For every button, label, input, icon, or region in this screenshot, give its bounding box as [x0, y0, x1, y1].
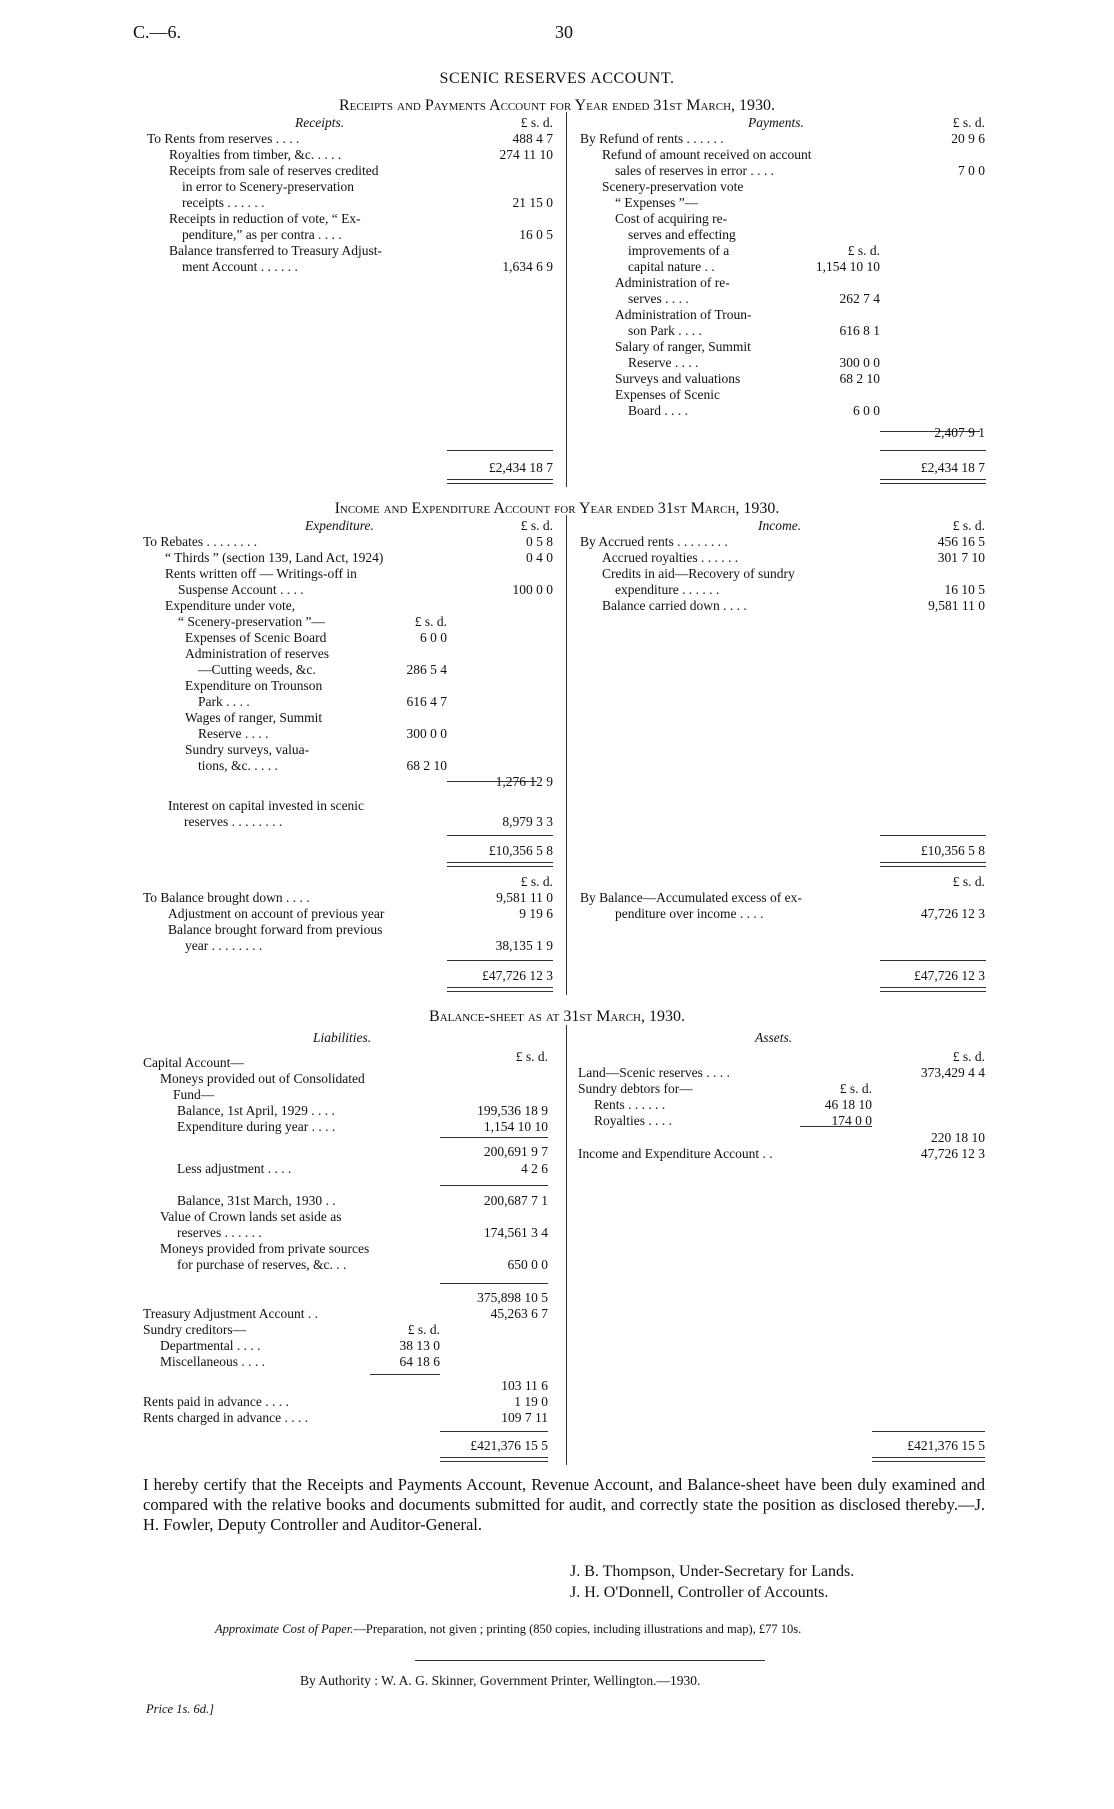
ledger-row-label: Rents paid in advance . . . .	[143, 1394, 289, 1409]
ledger-row-amount: 100 0 0	[512, 582, 553, 597]
receipts-lsd-header: £ s. d.	[520, 115, 553, 130]
liabilities-total: £421,376 15 5	[470, 1438, 548, 1453]
ledger-row-label: Moneys provided from private sources	[160, 1241, 370, 1256]
ledger-row-label: Value of Crown lands set aside as	[160, 1209, 342, 1224]
ledger-row-label: Land—Scenic reserves . . . .	[578, 1065, 730, 1080]
ledger-row-label: Expenditure on Trounson	[185, 678, 323, 693]
capital-sub-rule	[440, 1137, 548, 1138]
ledger-row-label: Miscellaneous . . . .	[160, 1354, 265, 1369]
ledger-row-subamount: 1,154 10 10	[815, 259, 880, 274]
receipts-total-rule	[447, 450, 553, 451]
ledger-row-label: improvements of a	[628, 243, 730, 258]
ledger-row-label: Reserve . . . .	[628, 355, 699, 370]
ledger-row-amount: 21 15 0	[512, 195, 553, 210]
ledger-row-amount: 650 0 0	[507, 1257, 548, 1272]
liabilities-label: Liabilities.	[313, 1030, 372, 1045]
payments-total-rule	[880, 450, 986, 451]
ie-account-label: Income and Expenditure Account . .	[578, 1146, 773, 1161]
ledger-row-amount: 0 5 8	[526, 534, 553, 549]
balance-total: £47,726 12 3	[482, 968, 553, 983]
ie-account-amount: 47,726 12 3	[920, 1146, 985, 1161]
ledger-row-amount: 8,979 3 3	[502, 814, 553, 829]
ledger-row-label: —Cutting weeds, &c.	[198, 662, 316, 677]
ledger-row-label: Expenditure during year . . . .	[177, 1119, 336, 1134]
ledger-row-label: Board . . . .	[628, 403, 688, 418]
less-adjustment-label: Less adjustment . . . .	[177, 1161, 292, 1176]
cost-note-label: Approximate Cost of Paper.	[215, 1622, 354, 1636]
balance-total-rule	[447, 960, 553, 961]
ledger-row-label: ment Account . . . . . .	[182, 259, 298, 274]
ledger-row-label: Rents . . . . . .	[594, 1097, 666, 1112]
ledger-row-label: serves and effecting	[628, 227, 736, 242]
creditors-total: 103 11 6	[501, 1378, 548, 1393]
ledger-row-amount: 9 19 6	[519, 906, 553, 921]
ledger-row-label: in error to Scenery-preservation	[182, 179, 355, 194]
ledger-row-label: “ Expenses ”—	[615, 195, 699, 210]
cost-note	[215, 1622, 801, 1637]
ledger-row-amount: 38,135 1 9	[495, 938, 553, 953]
ledger-row-subamount: 300 0 0	[406, 726, 447, 741]
ledger-row-subamount: 300 0 0	[839, 355, 880, 370]
payments-total-double-rule	[880, 479, 986, 484]
ledger-row-amount: 9,581 11 0	[928, 598, 985, 613]
balance-lsd-header: £ s. d.	[520, 874, 553, 889]
ledger-row-subamount: 64 18 6	[399, 1354, 440, 1369]
reserves-sub-rule	[440, 1283, 548, 1284]
ledger-row-label: Scenery-preservation vote	[602, 179, 744, 194]
page-number: 30	[555, 22, 573, 42]
ledger-row-subamount: 262 7 4	[839, 291, 880, 306]
ledger-row-label: By Accrued rents . . . . . . . .	[580, 534, 728, 549]
assets-label: Assets.	[755, 1030, 793, 1045]
bs-divider	[566, 1025, 567, 1465]
receipts-total-double-rule	[447, 479, 553, 484]
ledger-row-amount: 200,687 7 1	[483, 1193, 548, 1208]
receipts-label: Receipts.	[295, 115, 345, 130]
ledger-row-label: Surveys and valuations	[615, 371, 741, 386]
ledger-row-label: Reserve . . . .	[198, 726, 269, 741]
excess-lsd-header: £ s. d.	[952, 874, 985, 889]
ledger-row-label: “ Thirds ” (section 139, Land Act, 1924)	[165, 550, 384, 565]
ledger-row-label: Cost of acquiring re-	[615, 211, 728, 226]
ledger-row-label: Balance, 31st March, 1930 . .	[177, 1193, 336, 1208]
income-total-double-rule	[880, 862, 986, 867]
ledger-row-label: Royalties . . . .	[594, 1113, 672, 1128]
ledger-row-amount: 1,154 10 10	[483, 1119, 548, 1134]
ledger-row-amount: 16 10 5	[944, 582, 985, 597]
payments-subtotal: 2,407 9 1	[934, 425, 985, 440]
ledger-row-amount: 456 16 5	[937, 534, 985, 549]
document-code: C.—6.	[133, 22, 182, 42]
ledger-row-amount: 16 0 5	[519, 227, 553, 242]
ledger-row-subamount: 286 5 4	[406, 662, 447, 677]
ledger-row-label: Moneys provided out of Consolidated	[160, 1071, 365, 1086]
ledger-row-label: penditure,” as per contra . . . .	[182, 227, 342, 242]
assets-lsd-header: £ s. d.	[952, 1049, 985, 1064]
receipts-total: £2,434 18 7	[488, 460, 553, 475]
ledger-row-label: penditure over income . . . .	[615, 906, 764, 921]
ledger-row-label: Expenses of Scenic Board	[185, 630, 327, 645]
income-total: £10,356 5 8	[920, 843, 985, 858]
footer-rule	[415, 1660, 765, 1661]
capital-subtotal: 200,691 9 7	[483, 1144, 548, 1159]
ledger-row-label: To Rents from reserves . . . .	[147, 131, 300, 146]
expenditure-total-double-rule	[447, 862, 553, 867]
ledger-row-subamount: 68 2 10	[406, 758, 447, 773]
ledger-row-amount: 301 7 10	[937, 550, 985, 565]
liabilities-total-double-rule	[440, 1457, 548, 1462]
treasury-label: Treasury Adjustment Account . .	[143, 1306, 318, 1321]
ledger-row-amount: 7 0 0	[958, 163, 985, 178]
assets-total: £421,376 15 5	[907, 1438, 985, 1453]
ledger-row-label: Royalties from timber, &c. . . . .	[169, 147, 342, 162]
rp-heading: Receipts and Payments Account for Year ended 31st March, 1930.	[338, 97, 776, 114]
ledger-row-label: serves . . . .	[628, 291, 689, 306]
ledger-row-amount: 20 9 6	[951, 131, 985, 146]
balance-total-double-rule	[447, 987, 553, 992]
reserves-subtotal: 375,898 10 5	[477, 1290, 548, 1305]
ledger-row-label: Balance transferred to Treasury Adjust-	[169, 243, 382, 258]
ledger-row-label: reserves . . . . . . . .	[184, 814, 283, 829]
page-title: SCENIC RESERVES ACCOUNT.	[439, 70, 675, 87]
ledger-row-label: To Balance brought down . . . .	[143, 890, 310, 905]
ledger-row-label: Salary of ranger, Summit	[615, 339, 751, 354]
ledger-row-label: “ Scenery-preservation ”—	[178, 614, 325, 629]
ledger-row-label: sales of reserves in error . . . .	[615, 163, 774, 178]
ledger-row-subamount: 38 13 0	[399, 1338, 440, 1353]
expenditure-total-rule	[447, 835, 553, 836]
signature-thompson: J. B. Thompson, Under-Secretary for Lands.	[570, 1563, 855, 1580]
ledger-row-label: To Rebates . . . . . . . .	[143, 534, 258, 549]
signature-odonnell: J. H. O'Donnell, Controller of Accounts.	[570, 1584, 829, 1601]
ledger-row-amount: 373,429 4 4	[920, 1065, 985, 1080]
ledger-row-subamount: 616 4 7	[406, 694, 447, 709]
creditors-sub-rule	[370, 1374, 440, 1375]
ledger-row-label: Accrued royalties . . . . . .	[602, 550, 739, 565]
liabilities-total-rule	[440, 1431, 548, 1432]
debtors-sub-rule	[800, 1126, 872, 1127]
liabilities-lsd-header: £ s. d.	[515, 1049, 548, 1064]
ledger-row-label: Receipts in reduction of vote, “ Ex-	[169, 211, 361, 226]
authority-line: By Authority : W. A. G. Skinner, Government Printer, Wellington.—1930.	[300, 1673, 701, 1688]
payments-total: £2,434 18 7	[920, 460, 985, 475]
ledger-row-label: tions, &c. . . . .	[198, 758, 278, 773]
vote-subtotal: 1,276 12 9	[495, 774, 553, 789]
ledger-row-label: Sundry surveys, valua-	[185, 742, 310, 757]
ledger-row-label: Interest on capital invested in scenic	[168, 798, 365, 813]
ledger-row-amount: 488 4 7	[512, 131, 553, 146]
ledger-row-label: Expenses of Scenic	[615, 387, 720, 402]
ledger-row-label: Balance carried down . . . .	[602, 598, 747, 613]
ledger-row-label: capital nature . .	[628, 259, 715, 274]
rp-divider	[566, 112, 567, 487]
cost-note-text: —Preparation, not given ; printing (850 copies, including illustrations and map), £77 10s.	[353, 1622, 802, 1636]
expenditure-lsd-header: £ s. d.	[520, 518, 553, 533]
ie-divider	[566, 515, 567, 995]
excess-total-rule	[880, 960, 986, 961]
ledger-row-subamount: 174 0 0	[831, 1113, 872, 1128]
payments-label: Payments.	[748, 115, 804, 130]
assets-total-double-rule	[872, 1457, 985, 1462]
debtors-total: 220 18 10	[931, 1130, 985, 1145]
audit-certificate: I hereby certify that the Receipts and Payments Account, Revenue Account, and Balance-sheet have been duly examined and compared with the relative books and documents submitted for audit, and correctly state the position as disclosed thereby.—J. H. Fowler, Deputy Controller and Auditor-General.	[143, 1475, 985, 1534]
ledger-row-subamount: 46 18 10	[824, 1097, 872, 1112]
excess-total-double-rule	[880, 987, 986, 992]
ledger-row-label: Fund—	[173, 1087, 215, 1102]
ledger-row-label: By Balance—Accumulated excess of ex-	[580, 890, 802, 905]
ledger-row-label: Credits in aid—Recovery of sundry	[602, 566, 795, 581]
ledger-row-subamount: £ s. d.	[414, 614, 447, 629]
assets-total-rule	[872, 1431, 985, 1432]
ledger-row-label: expenditure . . . . . .	[615, 582, 720, 597]
ledger-row-amount: 174,561 3 4	[483, 1225, 548, 1240]
ledger-row-amount: 47,726 12 3	[920, 906, 985, 921]
payments-lsd-header: £ s. d.	[952, 115, 985, 130]
ledger-row-label: Refund of amount received on account	[602, 147, 812, 162]
ledger-row-amount: 1,634 6 9	[502, 259, 553, 274]
ledger-row-label: Sundry debtors for—	[578, 1081, 693, 1096]
ledger-row-amount: 9,581 11 0	[496, 890, 553, 905]
excess-total: £47,726 12 3	[914, 968, 985, 983]
ledger-row-label: Departmental . . . .	[160, 1338, 261, 1353]
ledger-row-subamount: £ s. d.	[847, 243, 880, 258]
income-lsd-header: £ s. d.	[952, 518, 985, 533]
ledger-row-amount: 0 4 0	[526, 550, 553, 565]
treasury-amount: 45,263 6 7	[490, 1306, 548, 1321]
ledger-row-label: Rents written off — Writings-off in	[165, 566, 357, 581]
income-label: Income.	[758, 518, 802, 533]
ledger-row-label: son Park . . . .	[628, 323, 702, 338]
adjustment-rule	[440, 1185, 548, 1186]
ledger-row-label: By Refund of rents . . . . . .	[580, 131, 724, 146]
ledger-row-label: reserves . . . . . .	[177, 1225, 262, 1240]
ledger-row-label: Administration of re-	[615, 275, 730, 290]
ledger-row-amount: 199,536 18 9	[477, 1103, 548, 1118]
ledger-row-label: Capital Account—	[143, 1055, 244, 1070]
creditors-lsd-header: £ s. d.	[407, 1322, 440, 1337]
ledger-row-subamount: £ s. d.	[839, 1081, 872, 1096]
bs-heading: Balance-sheet as at 31st March, 1930.	[429, 1008, 685, 1025]
ie-heading: Income and Expenditure Account for Year ended 31st March, 1930.	[334, 500, 780, 517]
ledger-row-amount: 109 7 11	[501, 1410, 548, 1425]
ledger-row-label: for purchase of reserves, &c. . .	[177, 1257, 347, 1272]
ledger-row-label: year . . . . . . . .	[185, 938, 263, 953]
ledger-row-label: Administration of Troun-	[615, 307, 752, 322]
income-total-rule	[880, 835, 986, 836]
ledger-row-subamount: 68 2 10	[839, 371, 880, 386]
ledger-row-subamount: 616 8 1	[839, 323, 880, 338]
expenditure-total: £10,356 5 8	[488, 843, 553, 858]
ledger-row-label: Balance, 1st April, 1929 . . . .	[177, 1103, 335, 1118]
ledger-row-amount: 1 19 0	[514, 1394, 548, 1409]
price: Price 1s. 6d.]	[146, 1702, 215, 1716]
ledger-row-label: Balance brought forward from previous	[168, 922, 383, 937]
creditors-heading: Sundry creditors—	[143, 1322, 247, 1337]
ledger-row-subamount: 6 0 0	[420, 630, 447, 645]
expenditure-label: Expenditure.	[305, 518, 374, 533]
ledger-row-label: Suspense Account . . . .	[178, 582, 304, 597]
less-adjustment-amount: 4 2 6	[521, 1161, 548, 1176]
ledger-row-label: Receipts from sale of reserves credited	[169, 163, 379, 178]
ledger-row-subamount: 6 0 0	[853, 403, 880, 418]
ledger-row-label: Rents charged in advance . . . .	[143, 1410, 309, 1425]
ledger-row-label: receipts . . . . . .	[182, 195, 265, 210]
ledger-row-label: Administration of reserves	[185, 646, 329, 661]
ledger-row-label: Wages of ranger, Summit	[185, 710, 323, 725]
ledger-row-label: Adjustment on account of previous year	[168, 906, 385, 921]
ledger-row-label: Park . . . .	[198, 694, 250, 709]
ledger-row-label: Expenditure under vote,	[165, 598, 296, 613]
ledger-row-amount: 274 11 10	[499, 147, 553, 162]
